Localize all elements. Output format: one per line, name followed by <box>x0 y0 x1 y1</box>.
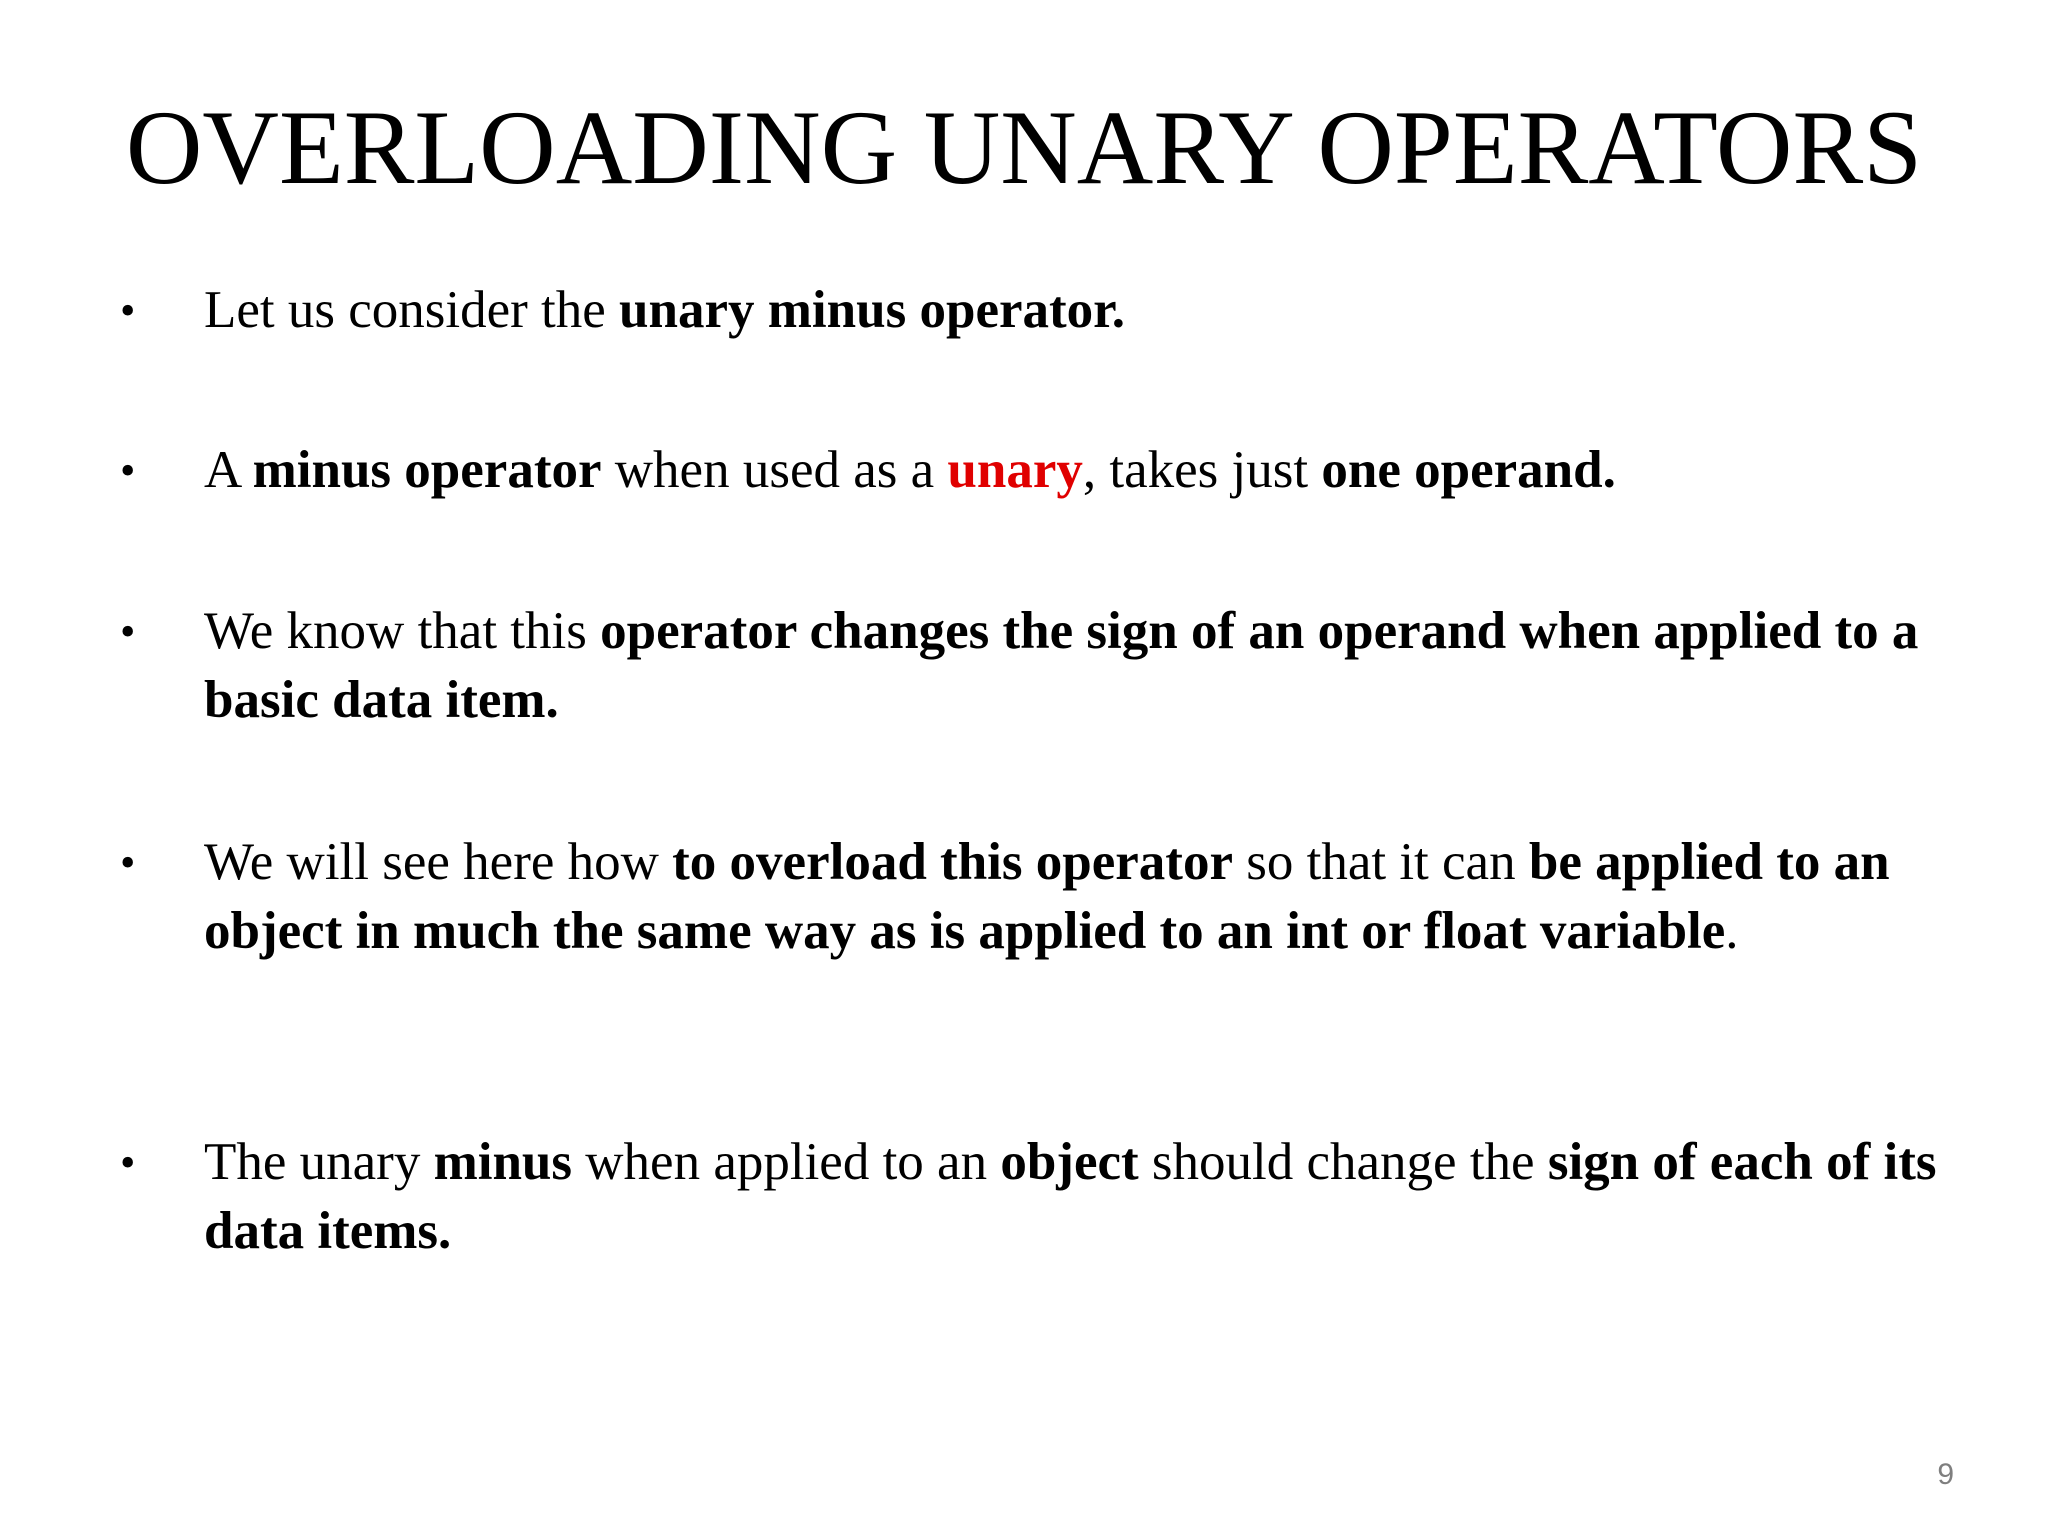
bullet-segment: minus <box>433 1133 573 1191</box>
bullet-dot-icon: • <box>120 286 136 335</box>
slide-title: OVERLOADING UNARY OPERATORS <box>125 89 1923 206</box>
bullet-dot-icon: • <box>120 446 136 495</box>
bullet-segment: unary minus operator. <box>619 281 1126 339</box>
bullet-segment: when applied to an <box>572 1133 1001 1191</box>
bullet-dot-icon: • <box>120 838 136 887</box>
bullet-segment: The unary <box>204 1133 434 1191</box>
bullet-text <box>204 828 1940 966</box>
bullet-segment: Let us consider the <box>204 281 620 339</box>
bullet-dot-icon: • <box>120 1138 136 1187</box>
bullet-segment: , takes just <box>1082 441 1322 499</box>
bullet-segment: operator changes the sign of an operand when applied to a basic data item. <box>204 602 1919 729</box>
bullet-segment: when used as a <box>601 441 948 499</box>
bullet-segment: . <box>1725 902 1739 960</box>
bullet-segment: A <box>204 441 253 499</box>
bullet-text <box>204 597 1940 735</box>
bullet-dot-icon: • <box>120 607 136 656</box>
bullet-text <box>204 1128 1940 1266</box>
bullet-segment: We know that this <box>204 602 601 660</box>
bullet-segment: be applied to an object in much the same way as is applied to an int or float variable <box>204 833 1890 960</box>
bullet-segment: should change the <box>1138 1133 1548 1191</box>
bullet-segment: so that it can <box>1232 833 1529 891</box>
page-number: 9 <box>1937 1458 1954 1491</box>
bullet-segment: sign of each of its data items. <box>204 1133 1937 1260</box>
bullet-segment: We will see here how <box>204 833 673 891</box>
bullet-segment: to overload this operator <box>672 833 1233 891</box>
bullet-segment: minus operator <box>252 441 602 499</box>
bullet-text <box>204 436 1940 505</box>
bullet-segment: object <box>1000 1133 1139 1191</box>
bullet-segment: one operand. <box>1321 441 1616 499</box>
bullet-text <box>204 276 1940 345</box>
bullet-segment: unary <box>947 441 1083 499</box>
